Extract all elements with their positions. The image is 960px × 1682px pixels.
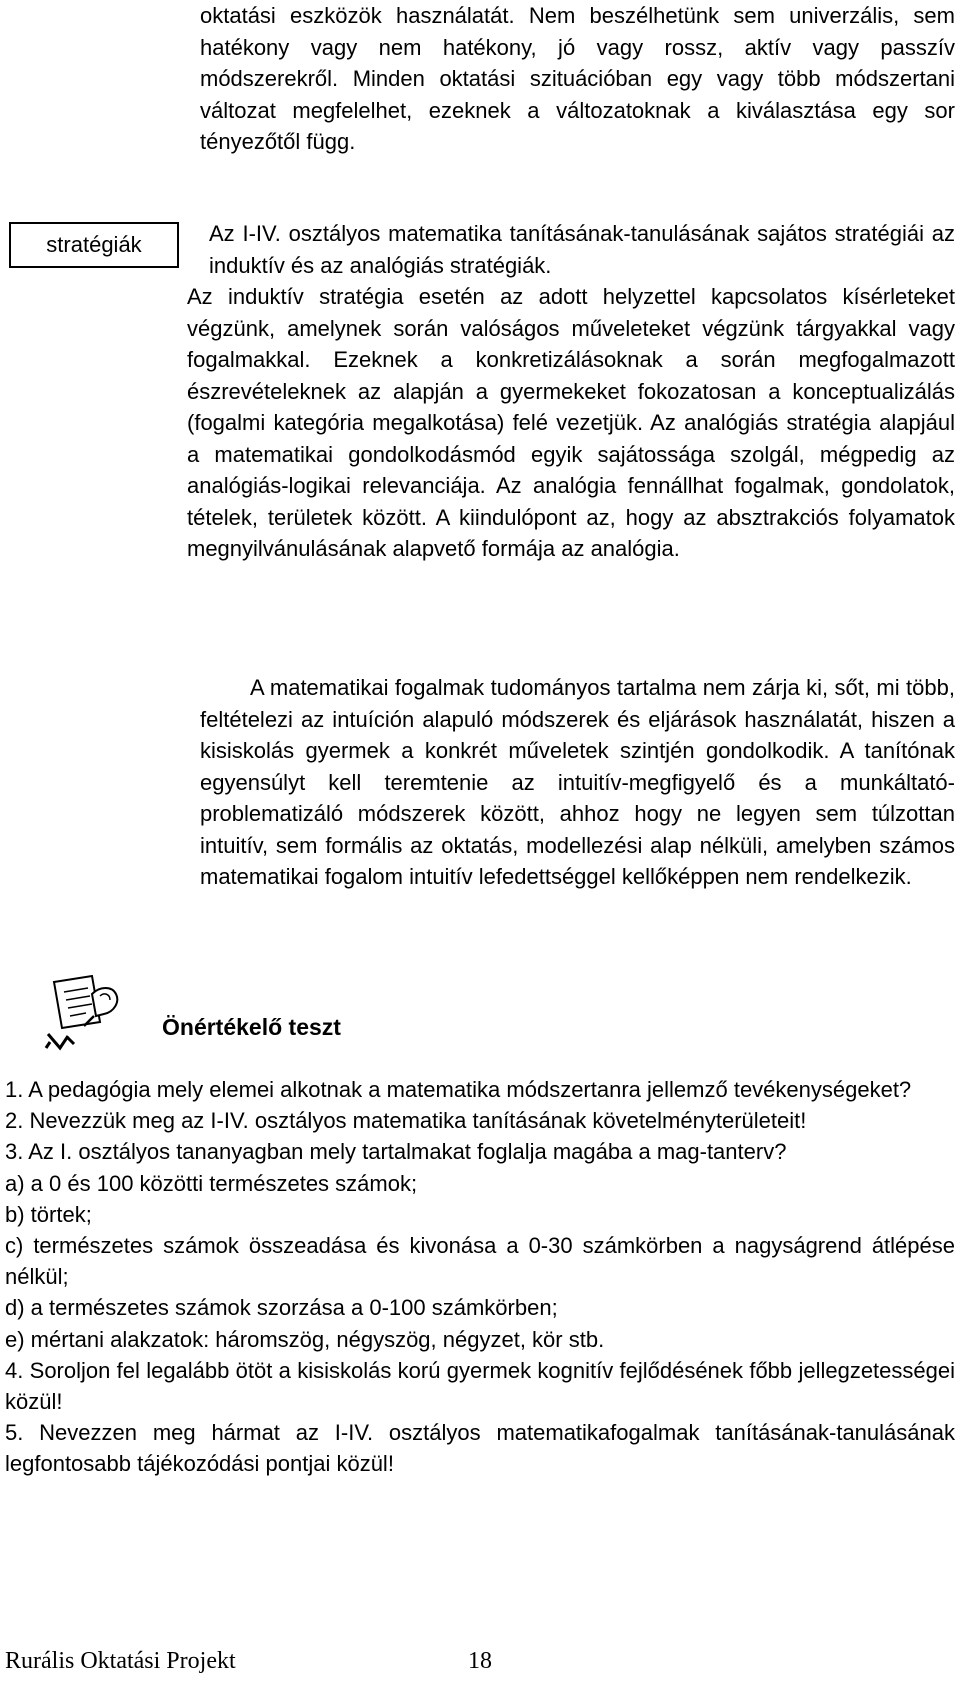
- self-test-item: 4. Soroljon fel legalább ötöt a kisiskolás korú gyermek kognitív fejlődésének főbb jellegzetességei közül!: [5, 1357, 955, 1415]
- concept-paragraph: [200, 672, 955, 893]
- margin-label-strategies: stratégiák: [46, 232, 142, 257]
- self-test-option: e) mértani alakzatok: háromszög, négyszög, négyzet, kör stb.: [5, 1326, 605, 1352]
- self-test-option: c) természetes számok összeadása és kivonása a 0-30 számkörben a nagyságrend átlépése nélkül;: [5, 1233, 955, 1290]
- self-test-option: b) törtek;: [5, 1201, 92, 1227]
- self-test-list: [5, 1074, 955, 1480]
- margin-label-box: [9, 222, 179, 268]
- intro-text: oktatási eszközök használatát. Nem beszélhetünk sem univerzális, sem hatékony vagy nem hatékony, jó vagy rossz, aktív vagy passzív módszerekről. Minden oktatási szituációban egy vagy több módszertani változat megfelelhet, ezeknek a változatoknak a kiválasztása egy sor tényezőtől függ.: [200, 3, 955, 154]
- strategy-body-text: Az induktív stratégia esetén az adott helyzettel kapcsolatos kísérleteket végzünk, amelynek során valóságos műveleteket végzünk tárgyakkal vagy fogalmakkal. Ezeknek a konkretizálásoknak a során megfogalmazott észrevételeknek az alapján a gyermekeket fokozatosan a konceptualizálás (fogalmi kategória megalkotása) felé vezetjük. Az analógiás stratégia alapjául a matematikai gondolkodásmód egyik sajátossága szolgál, mégpedig az analógiás-logikai relevanciája. Az analógia fennállhat fogalmak, gondolatok, tételek, területek között. A kiindulópont az, hogy az absztrakciós folyamatok megnyilvánulásának alapvető formája az analógia.: [187, 284, 955, 561]
- self-test-item: 5. Nevezzen meg hármat az I-IV. osztályos matematikafogalmak tanításának-tanulásának legfontosabb tájékozódási pontjai közül!: [5, 1420, 955, 1477]
- self-test-item: 1. A pedagógia mely elemei alkotnak a matematika módszertanra jellemző tevékenységeket?: [5, 1077, 912, 1102]
- page-number: 18: [468, 1648, 492, 1674]
- writing-hand-icon: [44, 972, 132, 1052]
- footer-project-name: Rurális Oktatási Projekt: [5, 1648, 236, 1674]
- concept-text: A matematikai fogalmak tudományos tartalma nem zárja ki, sőt, mi több, feltételezi az intuíción alapuló módszerek és eljárások használatát, hiszen a kisiskolás gyermek a konkrét műveletek szintjén gondolkodik. A tanítónak egyensúlyt kell teremtenie az intuitív-megfigyelő és a munkáltató-problematizáló módszerek között, ahhoz hogy ne legyen sem túlzottan intuitív, sem formális az oktatás, modellezési alap nélküli, amelyben számos matematikai fogalom intuitív lefedettséggel kellőképpen nem rendelkezik.: [200, 675, 955, 889]
- self-test-option: d) a természetes számok szorzása a 0-100 számkörben;: [5, 1295, 558, 1321]
- self-test-option: a) a 0 és 100 közötti természetes számok;: [5, 1170, 418, 1196]
- self-test-item: 2. Nevezzük meg az I-IV. osztályos matematika tanításának követelményterületeit!: [5, 1108, 807, 1134]
- self-test-item: 3. Az I. osztályos tananyagban mely tartalmakat foglalja magába a mag-tanterv?: [5, 1139, 787, 1165]
- strategy-lead-text: Az I-IV. osztályos matematika tanításának-tanulásának sajátos stratégiái az induktív és az analógiás stratégiák.: [209, 221, 955, 278]
- strategy-paragraph: [187, 218, 955, 565]
- intro-paragraph: [200, 0, 955, 158]
- self-test-title: Önértékelő teszt: [162, 1014, 341, 1040]
